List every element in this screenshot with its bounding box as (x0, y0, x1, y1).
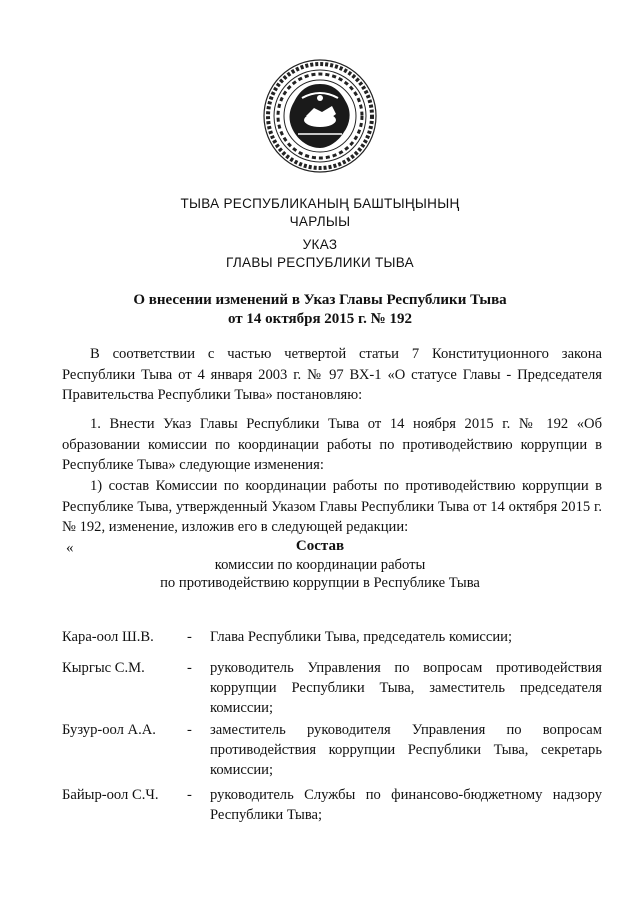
member-role: руководитель Управления по вопросам противодействия коррупции Республики Тыва, заместитель председателя комиссии; (210, 660, 602, 716)
subject-line1: О внесении изменений в Указ Главы Республики Тыва (133, 292, 507, 308)
tuvan-header-line2: ЧАРЛЫЫ (289, 214, 351, 229)
member-dash: - (187, 787, 192, 803)
composition-title: Состав (295, 538, 345, 554)
decree-issuer: ГЛАВЫ РЕСПУБЛИКИ ТЫВА (226, 255, 414, 270)
member-dash: - (187, 629, 192, 645)
composition-subtitle2: по противодействию коррупции в Республике Тыва (160, 575, 480, 591)
item-1-paragraph: 1. Внести Указ Главы Республики Тыва от 14 ноября 2015 г. № 192 «Об образовании комиссии по координации работы по противодействию коррупции в Республике Тыва» следующие изменения: (62, 416, 602, 473)
decree-title: УКАЗ (302, 237, 338, 252)
member-name: Кара-оол Ш.В. (62, 629, 154, 645)
member-role: заместитель руководителя Управления по вопросам противодействия коррупции Республики Тыва, секретарь комиссии; (210, 722, 602, 778)
member-name: Бузур-оол А.А. (62, 722, 156, 738)
member-name: Кыргыс С.М. (62, 660, 145, 676)
preamble-paragraph: В соответствии с частью четвертой статьи 7 Конституционного закона Республики Тыва от 4 января 2003 г. № 97 ВХ-1 «О статусе Главы - Председателя Правительства Республики Тыва» постановляю: (62, 346, 602, 403)
republic-of-tuva-emblem-icon (262, 58, 378, 174)
member-role: Глава Республики Тыва, председатель комиссии; (210, 629, 513, 645)
member-name: Байыр-оол С.Ч. (62, 787, 159, 803)
member-dash: - (187, 660, 192, 676)
member-dash: - (187, 722, 192, 738)
subject-line2: от 14 октября 2015 г. № 192 (228, 311, 412, 327)
opening-quote: « (66, 540, 74, 556)
member-role: руководитель Службы по финансово-бюджетному надзору Республики Тыва; (210, 787, 602, 823)
tuvan-header-line1: ТЫВА РЕСПУБЛИКАНЫҢ БАШТЫҢЫНЫҢ (180, 196, 460, 211)
emblem (262, 58, 378, 174)
item-1-1-paragraph: 1) состав Комиссии по координации работы по противодействию коррупции в Республике Тыва, утвержденный Указом Главы Республики Тыва от 14 октября 2015 г. № 192, изменение, изложив его в следующей редакции: (62, 478, 602, 535)
composition-subtitle1: комиссии по координации работы (214, 557, 426, 573)
